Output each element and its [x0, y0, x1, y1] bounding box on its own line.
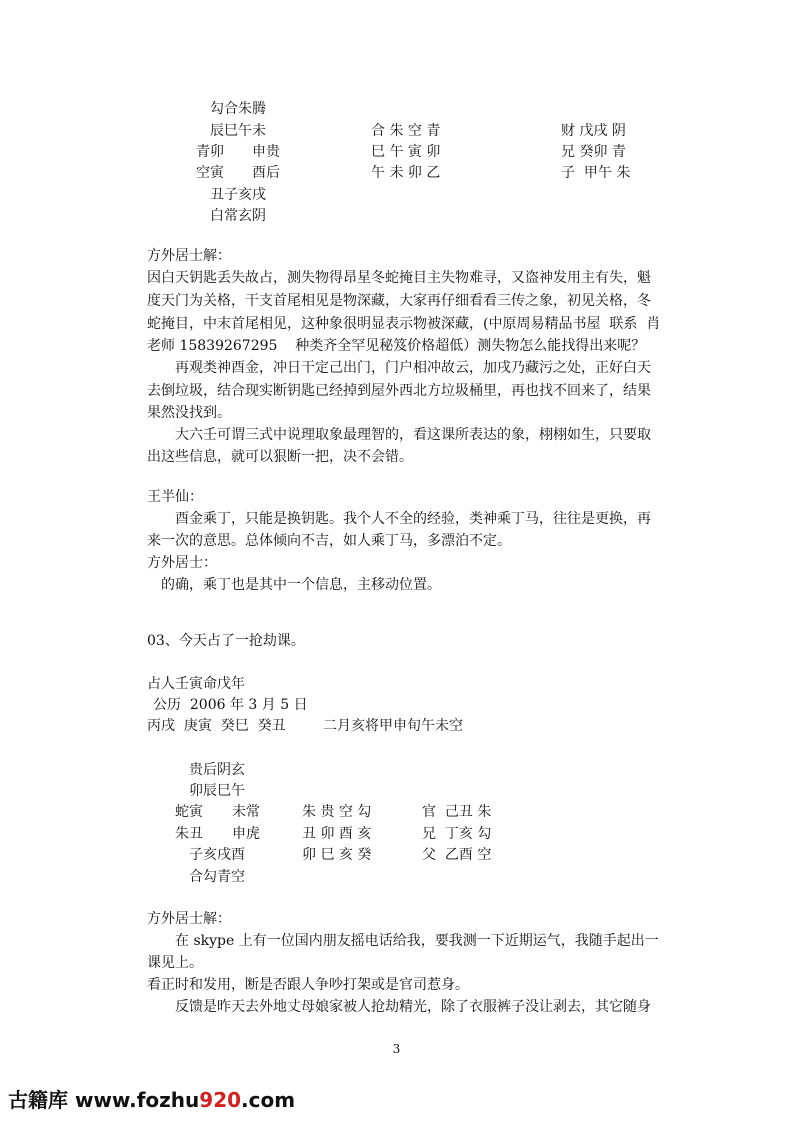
- chart2-bottom: 合勾青空: [189, 869, 245, 885]
- paragraph-line: 因白天钥匙丢失故占，测失物得昂星冬蛇掩目主失物难寻，又盗神发用主有失，魁: [147, 270, 651, 286]
- date-line: 公历 2006 年 3 月 5 日: [153, 697, 308, 713]
- chart2-side-right2: 申虎: [232, 826, 260, 842]
- paragraph-line: 去倒垃圾，结合现实断钥匙已经掉到屋外西北方垃圾桶里，再也找不回来了，结果: [147, 383, 651, 399]
- chart2-side-right1: 未常: [232, 804, 260, 820]
- chart1-side-left2: 空寅: [196, 165, 224, 181]
- paragraph-line: 的确，乘丁也是其中一个信息，主移动位置。: [161, 577, 441, 593]
- author-label: 方外居士：: [147, 555, 217, 571]
- transmission2-line: 兄 丁亥 勾: [422, 826, 492, 842]
- courses1-line: 午 未 卯 乙: [371, 165, 441, 181]
- chart1-side-right2: 酉后: [252, 165, 280, 181]
- watermark-name: 古籍库: [8, 1088, 68, 1112]
- author-label: 王半仙：: [147, 489, 203, 505]
- chart1-bottom: 白常玄阴: [210, 208, 266, 224]
- watermark-domain-num: 920: [199, 1088, 242, 1112]
- chart2-side-left1: 蛇寅: [175, 804, 203, 820]
- paragraph-line: 在 skype 上有一位国内朋友摇电话给我，要我测一下近期运气，我随手起出一: [175, 933, 659, 949]
- transmission2-line: 父 乙酉 空: [422, 847, 492, 863]
- paragraph-line: 再观类神酉金，冲日干定己出门，门户相冲故云，加戌乃藏污之处，正好白天: [175, 360, 651, 376]
- paragraph-line: 看正时和发用，断是否跟人争吵打架或是官司惹身。: [147, 977, 469, 993]
- transmission2-line: 官 己丑 朱: [422, 804, 492, 820]
- paragraph-line: 老师 15839267295 种类齐全罕见秘笈价格超低）测失物怎么能找得出来呢？: [147, 338, 646, 354]
- chart1-side-right1: 申贵: [252, 144, 280, 160]
- section-heading: 03、今天占了一抢劫课。: [147, 633, 305, 649]
- paragraph-line: 课见上。: [147, 955, 203, 971]
- courses1-line: 巳 午 寅 卯: [371, 144, 441, 160]
- chart2-row1: 卯辰巳午: [189, 783, 245, 799]
- querent-info: 占人壬寅命戊年: [147, 676, 245, 692]
- courses1-line: 合 朱 空 青: [371, 123, 441, 139]
- paragraph-line: 反馈是昨天去外地丈母娘家被人抢劫精光，除了衣服裤子没让剥去，其它随身: [175, 999, 651, 1015]
- paragraph-line: 酉金乘丁，只能是换钥匙。我个人不全的经验，类神乘丁马，往往是更换，再: [175, 511, 651, 527]
- author-label: 方外居士解：: [147, 248, 231, 264]
- paragraph-line: 出这些信息，就可以狠断一把，决不会错。: [147, 449, 413, 465]
- page-number: 3: [392, 1042, 401, 1056]
- paragraph-line: 果然没找到。: [147, 405, 231, 421]
- courses2-line: 丑 卯 酉 亥: [302, 826, 372, 842]
- transmission1-line: 子 甲午 朱: [561, 165, 631, 181]
- pillars: 丙戌 庚寅 癸巳 癸丑: [147, 718, 286, 734]
- transmission1-line: 兄 癸卯 青: [561, 144, 626, 160]
- watermark-domain-a: www.fozhu: [74, 1088, 200, 1112]
- chart1-top: 勾合朱腾: [210, 101, 266, 117]
- chart2-row4: 子亥戌酉: [189, 847, 245, 863]
- watermark-domain-b: .com: [241, 1088, 296, 1112]
- chart2-top: 贵后阴玄: [189, 762, 245, 778]
- pillars-note: 二月亥将甲申旬午未空: [323, 718, 463, 734]
- chart1-row4: 丑子亥戌: [210, 187, 266, 203]
- site-watermark[interactable]: [8, 1088, 295, 1112]
- paragraph-line: 度天门为关格，干支首尾相见是物深藏，大家再仔细看看三传之象，初见关格，冬: [147, 293, 651, 309]
- chart1-side-left1: 青卯: [196, 144, 224, 160]
- paragraph-line: 来一次的意思。总体倾向不吉，如人乘丁马，多漂泊不定。: [147, 533, 511, 549]
- paragraph-line: 蛇掩目，中末首尾相见，这种象很明显表示物被深藏，(中原周易精品书屋 联系 肖: [147, 316, 661, 332]
- author-label: 方外居士解：: [147, 911, 231, 927]
- transmission1-line: 财 戊戌 阴: [561, 123, 626, 139]
- chart1-row1: 辰巳午未: [210, 123, 266, 139]
- courses2-line: 卯 巳 亥 癸: [302, 847, 372, 863]
- courses2-line: 朱 贵 空 勾: [302, 804, 372, 820]
- chart2-side-left2: 朱丑: [175, 826, 203, 842]
- paragraph-line: 大六壬可谓三式中说理取象最理智的，看这课所表达的象，栩栩如生，只要取: [175, 427, 651, 443]
